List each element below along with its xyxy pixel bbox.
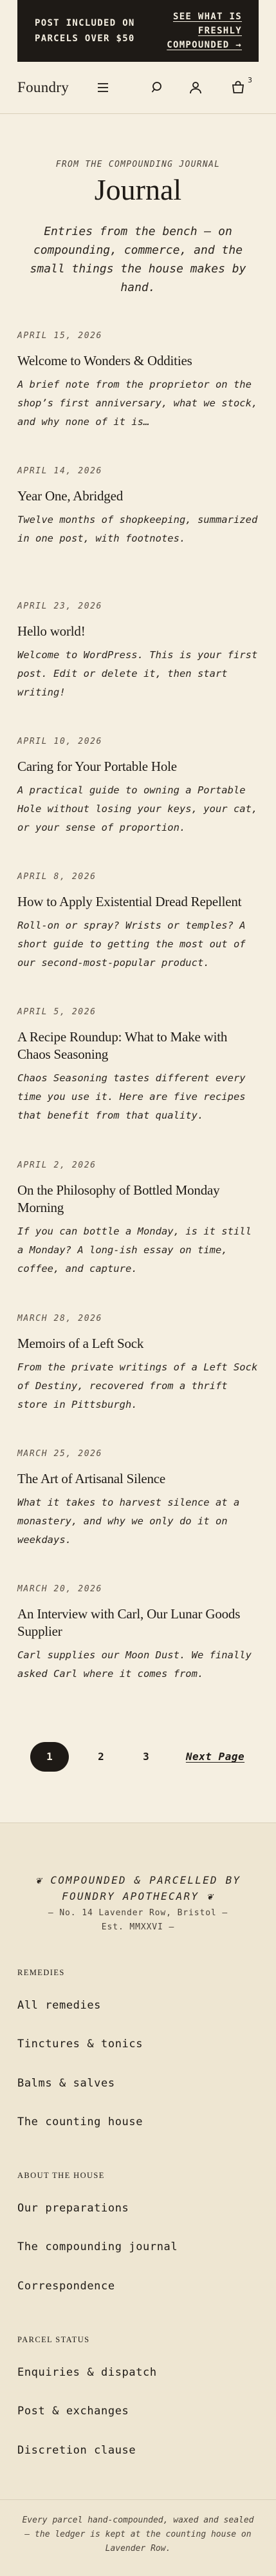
post-title[interactable]: How to Apply Existential Dread Repellent: [17, 894, 242, 909]
footer-link[interactable]: Enquiries & dispatch: [17, 2366, 157, 2379]
page-3-button[interactable]: 3: [143, 1750, 149, 1763]
footer-link[interactable]: The counting house: [17, 2116, 143, 2128]
footer-heading-parcel-status: PARCEL STATUS: [17, 2335, 90, 2344]
page-title: Journal: [94, 173, 182, 206]
post-date: APRIL 2, 2026: [17, 1160, 97, 1170]
journal-intro: Entries from the bench — on compounding, commerce, and the small things the house makes by hand.: [30, 225, 246, 294]
post-date: MARCH 25, 2026: [17, 1449, 102, 1459]
post-title[interactable]: On the Philosophy of Bottled Monday Morning: [17, 1182, 220, 1215]
post-excerpt: What it takes to harvest silence at a monastery, and why we only do it on weekdays.: [17, 1497, 240, 1546]
post-item: [17, 1312, 259, 1414]
site-logo[interactable]: Foundry: [17, 79, 69, 95]
page-1-button[interactable]: 1: [30, 1742, 69, 1772]
page-2-button[interactable]: 2: [98, 1750, 104, 1763]
post-excerpt: Roll-on or spray? Wrists or temples? A short guide to getting the most out of our second-most-popular product.: [17, 920, 246, 969]
post-excerpt: Welcome to WordPress. This is your first post. Edit or delete it, then start writing!: [17, 649, 258, 698]
footer-link[interactable]: Tinctures & tonics: [17, 2038, 143, 2050]
post-date: MARCH 20, 2026: [17, 1584, 102, 1594]
post-excerpt: A practical guide to owning a Portable Hole without losing your keys, your cat, or your sense of proportion.: [17, 784, 258, 833]
footer-divider: [0, 2499, 276, 2500]
post-title[interactable]: Hello world!: [17, 623, 86, 639]
post-excerpt: Carl supplies our Moon Dust. We finally asked Carl where it comes from.: [17, 1649, 252, 1680]
footer-link[interactable]: Correspondence: [17, 2280, 115, 2293]
post-excerpt: Chaos Seasoning tastes different every time you use it. Here are five recipes that benefit from that quality.: [17, 1072, 246, 1121]
post-item: [17, 871, 259, 972]
post-date: APRIL 15, 2026: [17, 331, 102, 341]
post-title[interactable]: Welcome to Wonders & Oddities: [17, 353, 192, 368]
journal-eyebrow: FROM THE COMPOUNDING JOURNAL: [55, 160, 221, 169]
footer-link[interactable]: Our preparations: [17, 2202, 129, 2215]
footer-link[interactable]: Post & exchanges: [17, 2405, 129, 2418]
footer-heading-remedies: REMEDIES: [17, 1968, 65, 1977]
account-icon[interactable]: [188, 80, 203, 95]
post-item: [17, 330, 259, 431]
pagination: [17, 1742, 259, 1772]
post-title[interactable]: Caring for Your Portable Hole: [17, 759, 177, 774]
cart-count-badge: 3: [248, 76, 252, 84]
promo-bar: [17, 0, 259, 62]
post-date: APRIL 8, 2026: [17, 872, 97, 882]
post-date: APRIL 23, 2026: [17, 601, 102, 611]
footer-brand: ❦ COMPOUNDED & PARCELLED BY FOUNDRY APOTHECARY ❦: [35, 1874, 241, 1902]
site-header: [17, 62, 259, 113]
footer-heading-about: ABOUT THE HOUSE: [17, 2171, 105, 2180]
footer-address: — No. 14 Lavender Row, Bristol — Est. MMXXVI —: [48, 1908, 228, 1932]
header-divider: [0, 113, 276, 114]
post-date: APRIL 10, 2026: [17, 737, 102, 746]
post-title[interactable]: An Interview with Carl, Our Lunar Goods Supplier: [17, 1606, 241, 1639]
post-item: [17, 600, 259, 702]
post-item: [17, 1159, 259, 1278]
post-date: APRIL 14, 2026: [17, 466, 102, 476]
post-item: [17, 1583, 259, 1683]
post-item: [17, 735, 259, 837]
site-footer: [0, 1823, 276, 2576]
post-title[interactable]: The Art of Artisanal Silence: [17, 1471, 166, 1486]
post-excerpt: If you can bottle a Monday, is it still a Monday? A long-ish essay on time, coffee, and capture.: [17, 1226, 252, 1274]
post-excerpt: A brief note from the proprietor on the shop’s first anniversary, what we stock, and why none of it is…: [17, 379, 258, 428]
post-item: [17, 1006, 259, 1125]
footer-link[interactable]: All remedies: [17, 1999, 102, 2012]
post-date: APRIL 5, 2026: [17, 1007, 97, 1017]
footer-link[interactable]: Balms & salves: [17, 2077, 115, 2090]
promo-link[interactable]: SEE WHAT IS FRESHLY COMPOUNDED →: [167, 12, 242, 50]
post-excerpt: From the private writings of a Left Sock of Destiny, recovered from a thrift store in Pittsburgh.: [17, 1361, 258, 1410]
footer-note: Every parcel hand-compounded, waxed and sealed — the ledger is kept at the counting house on Lavender Row.: [22, 2515, 254, 2553]
post-title[interactable]: Year One, Abridged: [17, 488, 123, 504]
menu-icon[interactable]: [95, 80, 111, 95]
footer-link[interactable]: The compounding journal: [17, 2240, 178, 2253]
footer-link[interactable]: Discretion clause: [17, 2444, 136, 2457]
post-title[interactable]: Memoirs of a Left Sock: [17, 1336, 144, 1351]
post-item: [17, 465, 259, 548]
cart-icon[interactable]: [230, 76, 252, 95]
post-excerpt: Twelve months of shopkeeping, summarized in one post, with footnotes.: [17, 514, 258, 544]
next-page-link[interactable]: Next Page: [185, 1750, 245, 1763]
search-icon[interactable]: [150, 80, 165, 95]
post-item: [17, 1448, 259, 1549]
post-date: MARCH 28, 2026: [17, 1314, 102, 1323]
post-title[interactable]: A Recipe Roundup: What to Make with Chaos Seasoning: [17, 1029, 228, 1062]
promo-text: POST INCLUDED ON PARCELS OVER $50: [35, 18, 135, 44]
